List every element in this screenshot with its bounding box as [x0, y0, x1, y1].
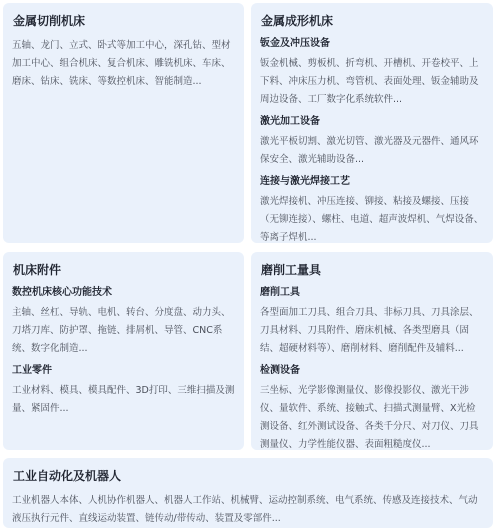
card-title: 机床附件	[13, 263, 62, 277]
section-title: 钣金及冲压设备	[260, 38, 330, 49]
category-items[interactable]: 钣金机械、剪板机、折弯机、开槽机、开卷校平、上下料、冲床压力机、弯管机、表面处理、钣金辅助及周边设备、工厂数字化系统软件...	[260, 58, 479, 105]
card-title: 磨削工量具	[261, 263, 322, 277]
section-title: 工业零件	[12, 365, 52, 376]
card-title: 工业自动化及机器人	[13, 469, 122, 483]
category-items[interactable]: 三坐标、光学影像测量仪、影像投影仪、激光干涉仪、量软件、系统、接触式、扫描式测量臂、X光检测设备、红外测试设备、各类千分尺、对刀仪、刀具测量仪、力学性能仪器、表面粗糙度仪...	[260, 385, 479, 450]
category-items[interactable]: 五轴、龙门、立式、卧式等加工中心，深孔钻、型材加工中心、组合机床、复合机床、雕铣机床、车床、磨床、钻床、铣床、等数控机床、智能制造...	[12, 40, 231, 87]
section-title: 检测设备	[260, 365, 300, 376]
section-title: 激光加工设备	[260, 116, 320, 127]
card-title: 金属切削机床	[13, 14, 86, 28]
category-items[interactable]: 各型面加工刀具、组合刀具、非标刀具、刀具涂层、刀具材料、刀具附件、磨床机械、各类型磨具（固结、超硬材料等）、磨削材料、磨削配件及辅料...	[260, 307, 479, 354]
category-items[interactable]: 激光平板切割、激光切管、激光器及元器件、通风环保安全、激光辅助设备...	[260, 136, 479, 165]
category-items[interactable]: 工业机器人本体、人机协作机器人、机器人工作站、机械臂、运动控制系统、电气系统、传感及连接技术、气动液压执行元件、直线运动装置、链传动/带传动、装置及零部件...	[12, 495, 478, 524]
category-items[interactable]: 激光焊接机、冲压连接、铆接、粘接及螺接、压接（无铆连接）、螺柱、电道、超声波焊机、气焊设备、等离子焊机...	[260, 196, 484, 243]
card-accessories	[3, 252, 244, 450]
category-items[interactable]: 工业材料、模具、模具配件、3D打印、三维扫描及测量、紧固件...	[12, 385, 235, 414]
section-title: 数控机床核心功能技术	[12, 287, 112, 298]
card-metal-forming	[251, 3, 493, 243]
category-items[interactable]: 主轴、丝杠、导轨、电机、转台、分度盘、动力头、刀塔刀库、防护罩、拖链、排屑机、导管、CNC系统、数字化制造...	[12, 307, 231, 354]
card-automation	[3, 458, 493, 528]
card-metal-cutting	[3, 3, 244, 243]
card-title: 金属成形机床	[261, 14, 334, 28]
section-title: 连接与激光焊接工艺	[260, 176, 350, 187]
section-title: 磨削工具	[260, 287, 300, 298]
card-abrasive-tools	[251, 252, 493, 450]
